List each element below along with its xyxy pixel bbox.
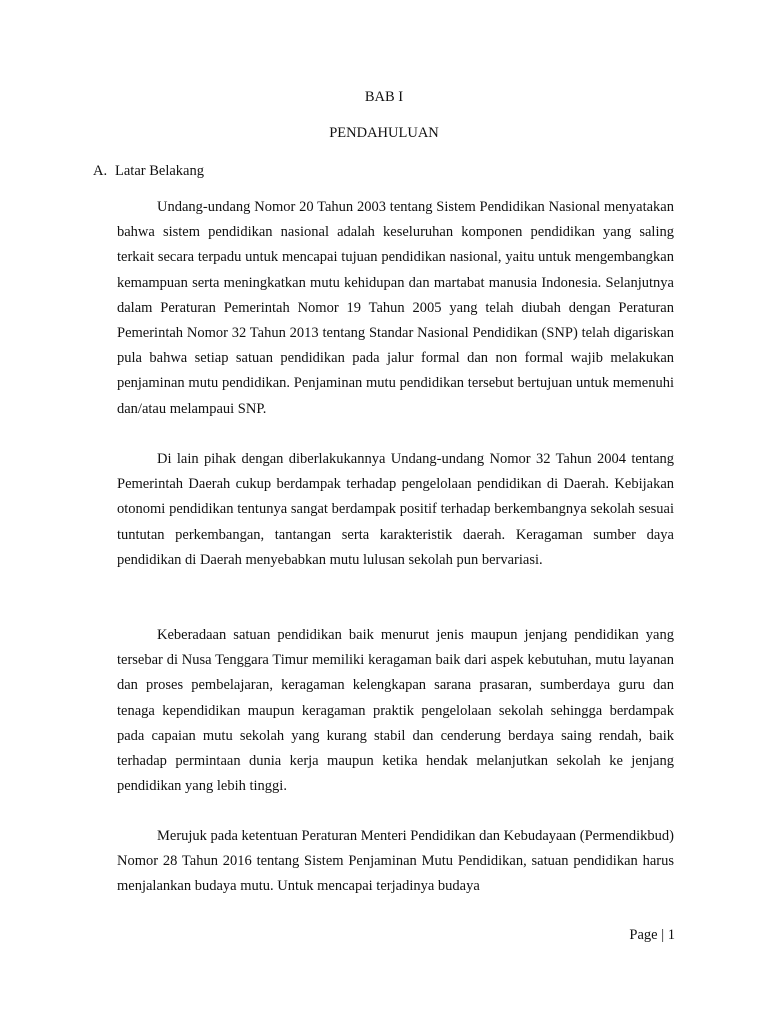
- paragraph-2: Di lain pihak dengan diberlakukannya Undang-undang Nomor 32 Tahun 2004 tentang Pemerintah Daerah cukup berdampak terhadap pengelolaan pendidikan di Daerah. Kebijakan otonomi pendidikan tentunya sangat berdampak positif terhadap berkembangnya sekolah sesuai tuntutan perkembangan, tantangan serta karakteristik daerah. Keragaman sumber daya pendidikan di Daerah menyebabkan mutu lulusan sekolah pun bervariasi.: [117, 451, 674, 568]
- paragraph-3: Keberadaan satuan pendidikan baik menurut jenis maupun jenjang pendidikan yang tersebar di Nusa Tenggara Timur memiliki keragaman baik dari aspek kebutuhan, mutu layanan dan proses pembelajaran, keragaman kelengkapan sarana prasaran, sumberdaya guru dan tenaga kependidikan maupun keragaman praktik pengelolaan sekolah sehingga berdampak pada capaian mutu sekolah yang kurang stabil dan cenderung berdaya saing rendah, baik terhadap permintaan dunia kerja maupun ketika hendak melanjutkan sekolah ke jenjang pendidikan yang lebih tinggi.: [117, 627, 674, 795]
- paragraph-1: Undang-undang Nomor 20 Tahun 2003 tentang Sistem Pendidikan Nasional menyatakan bahwa sistem pendidikan nasional adalah keseluruhan komponen pendidikan yang saling terkait secara terpadu untuk mencapai tujuan pendidikan nasional, yaitu untuk mengembangkan kemampuan serta meningkatkan mutu kehidupan dan martabat manusia Indonesia. Selanjutnya dalam Peraturan Pemerintah Nomor 19 Tahun 2005 yang telah diubah dengan Peraturan Pemerintah Nomor 32 Tahun 2013 tentang Standar Nasional Pendidikan (SNP) telah digariskan pula bahwa setiap satuan pendidikan pada jalur formal dan non formal wajib melakukan penjaminan mutu pendidikan. Penjaminan mutu pendidikan tersebut bertujuan untuk memenuhi dan/atau melampaui SNP.: [117, 199, 674, 417]
- section-title: Latar Belakang: [115, 163, 204, 179]
- paragraph-4: Merujuk pada ketentuan Peraturan Menteri Pendidikan dan Kebudayaan (Permendikbud) Nomor 28 Tahun 2016 tentang Sistem Penjaminan Mutu Pendidikan, satuan pendidikan harus menjalankan budaya mutu. Untuk mencapai terjadinya budaya: [117, 828, 675, 895]
- page-number-footer: Page | 1: [629, 927, 675, 943]
- section-heading: [93, 162, 204, 180]
- section-marker: A.: [93, 163, 108, 179]
- chapter-title: BAB I: [364, 89, 404, 105]
- chapter-heading: PENDAHULUAN: [329, 125, 439, 141]
